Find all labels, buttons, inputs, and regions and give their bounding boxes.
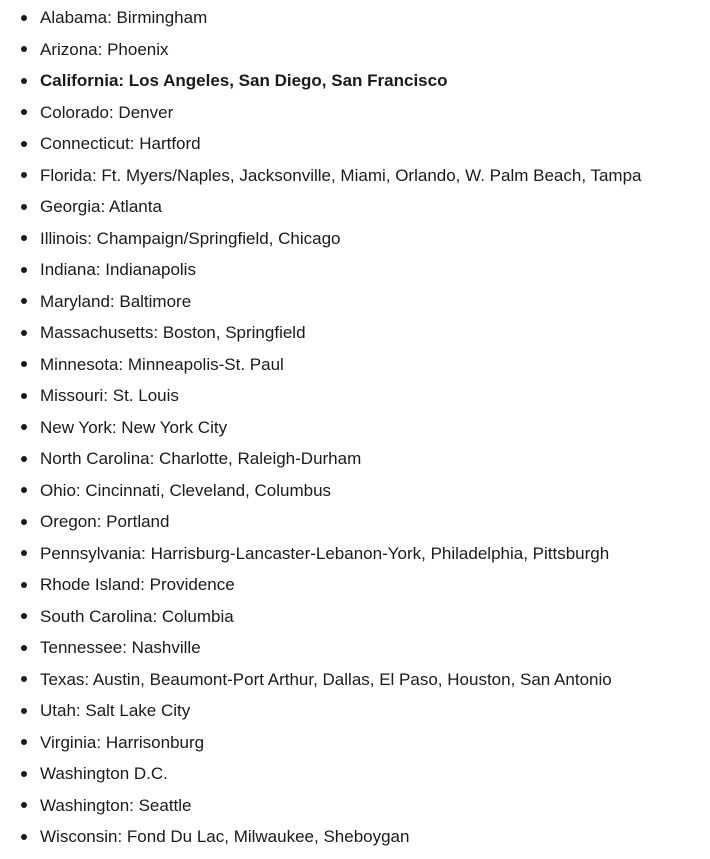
- list-item: [0, 790, 710, 822]
- list-item: [0, 97, 710, 129]
- bullet-icon: [21, 739, 27, 745]
- list-item: [0, 412, 710, 444]
- bullet-icon: [21, 15, 27, 21]
- list-item-text: Massachusetts: Boston, Springfield: [40, 323, 306, 342]
- list-item: [0, 380, 710, 412]
- bullet-icon: [21, 330, 27, 336]
- list-item: [0, 538, 710, 570]
- list-item: [0, 254, 710, 286]
- bullet-icon: [21, 78, 27, 84]
- list-item-text: Arizona: Phoenix: [40, 39, 169, 59]
- list-item: [0, 191, 710, 223]
- list-item-text: New York: New York City: [40, 417, 228, 437]
- list-item: [0, 632, 710, 664]
- bullet-icon: [21, 172, 27, 178]
- list-item-text: Utah: Salt Lake City: [40, 701, 191, 720]
- list-item: [0, 601, 710, 633]
- bullet-icon: [21, 456, 27, 462]
- list-item-text: Washington D.C.: [40, 764, 168, 783]
- bullet-icon: [21, 550, 27, 556]
- list-item-text: Maryland: Baltimore: [40, 291, 192, 311]
- list-item-text: South Carolina: Columbia: [40, 606, 234, 626]
- bullet-icon: [21, 708, 27, 714]
- bullet-icon: [21, 582, 27, 588]
- list-item-text: Tennessee: Nashville: [40, 638, 201, 657]
- bullet-icon: [21, 141, 27, 147]
- bullet-icon: [21, 235, 27, 241]
- list-item-text: Minnesota: Minneapolis-St. Paul: [40, 354, 284, 374]
- bullet-icon: [21, 834, 27, 840]
- list-item: [0, 223, 710, 255]
- bullet-icon: [21, 267, 27, 273]
- list-item-text: Florida: Ft. Myers/Naples, Jacksonville, Miami, Orlando, W. Palm Beach, Tampa: [40, 165, 642, 185]
- list-item-text: Illinois: Champaign/Springfield, Chicago: [40, 228, 341, 248]
- list-item-text: Georgia: Atlanta: [40, 197, 162, 216]
- list-item: [0, 475, 710, 507]
- list-item-text: Washington: Seattle: [40, 795, 192, 815]
- list-item-text: Alabama: Birmingham: [40, 8, 208, 27]
- bullet-icon: [21, 487, 27, 493]
- bullet-icon: [21, 424, 27, 430]
- list-item-text: Ohio: Cincinnati, Cleveland, Columbus: [40, 480, 332, 500]
- list-item: [0, 821, 710, 853]
- bullet-icon: [21, 393, 27, 399]
- list-item: [0, 664, 710, 696]
- list-item: [0, 349, 710, 381]
- list-item: [0, 2, 710, 34]
- list-item: [0, 443, 710, 475]
- bullet-icon: [21, 204, 27, 210]
- bullet-icon: [21, 298, 27, 304]
- list-item: [0, 128, 710, 160]
- bullet-icon: [21, 645, 27, 651]
- bullet-icon: [21, 613, 27, 619]
- bullet-icon: [21, 676, 27, 682]
- list-item: [0, 160, 710, 192]
- bullet-icon: [21, 771, 27, 777]
- list-item: [0, 34, 710, 66]
- state-city-list: [0, 2, 710, 853]
- list-item: [0, 695, 710, 727]
- list-item: [0, 727, 710, 759]
- list-item-text: Indiana: Indianapolis: [40, 260, 196, 279]
- list-item-text: California: Los Angeles, San Diego, San Francisco: [40, 71, 448, 90]
- list-item-text: Connecticut: Hartford: [40, 134, 201, 153]
- list-item: [0, 286, 710, 318]
- list-item-text: Pennsylvania: Harrisburg-Lancaster-Lebanon-York, Philadelphia, Pittsburgh: [40, 543, 610, 563]
- list-item-text: Virginia: Harrisonburg: [40, 732, 205, 752]
- bullet-icon: [21, 46, 27, 52]
- list-item-text: Colorado: Denver: [40, 102, 174, 122]
- list-item-text: Wisconsin: Fond Du Lac, Milwaukee, Sheboygan: [40, 827, 410, 846]
- list-item: [0, 758, 710, 790]
- bullet-icon: [21, 519, 27, 525]
- list-item: [0, 317, 710, 349]
- bullet-icon: [21, 361, 27, 367]
- list-item: [0, 569, 710, 601]
- list-item-text: Missouri: St. Louis: [40, 386, 179, 405]
- list-item-text: Texas: Austin, Beaumont-Port Arthur, Dallas, El Paso, Houston, San Antonio: [40, 669, 612, 689]
- list-item-text: Oregon: Portland: [40, 512, 170, 531]
- bullet-icon: [21, 109, 27, 115]
- bullet-icon: [21, 802, 27, 808]
- list-item: [0, 65, 710, 97]
- list-item-text: North Carolina: Charlotte, Raleigh-Durham: [40, 449, 362, 468]
- list-item: [0, 506, 710, 538]
- list-item-text: Rhode Island: Providence: [40, 575, 235, 594]
